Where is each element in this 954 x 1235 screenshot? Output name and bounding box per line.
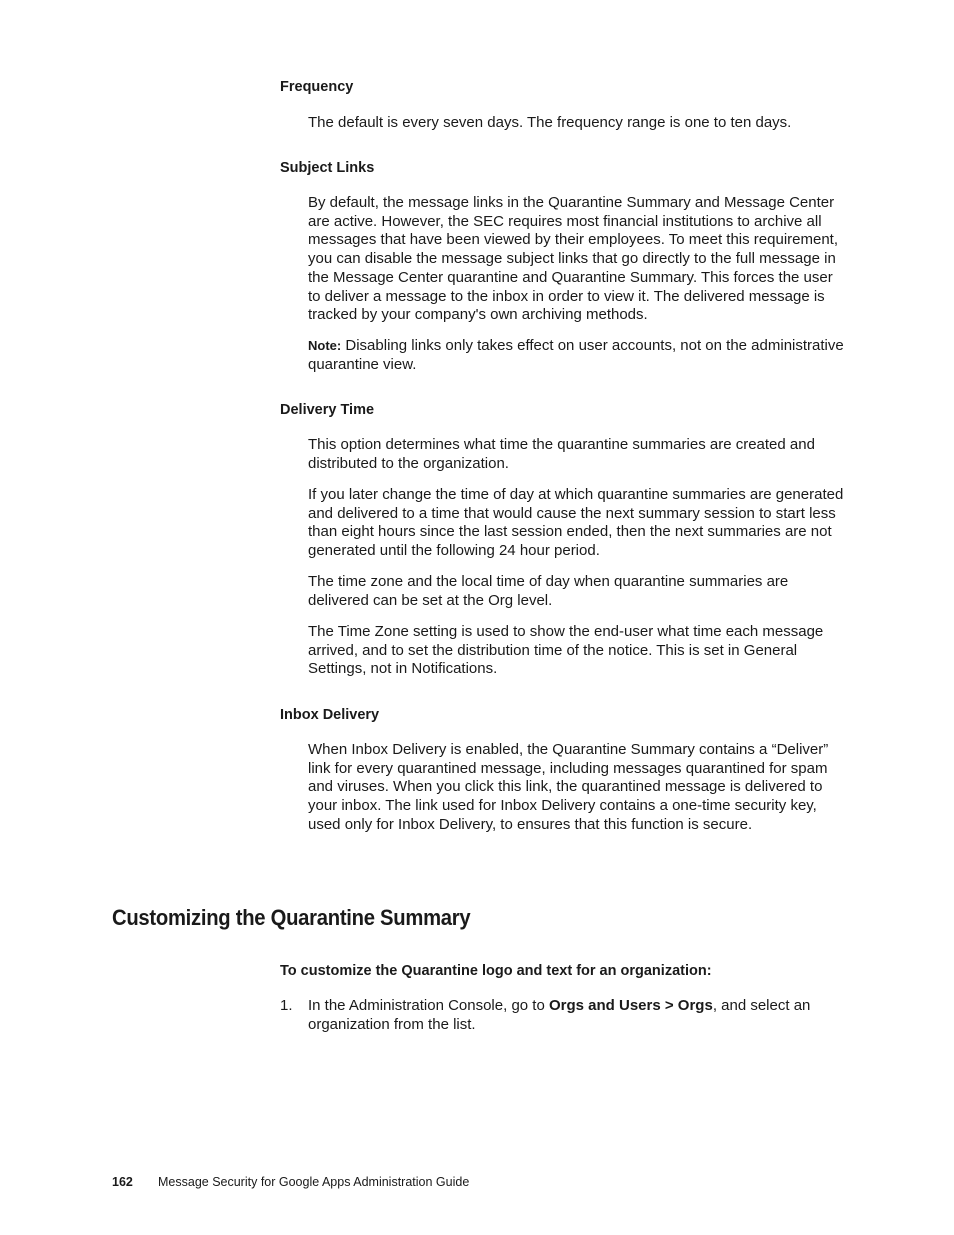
section-title-customizing: Customizing the Quarantine Summary [112,905,471,930]
procedure-heading: To customize the Quarantine logo and text for an organization: [280,963,712,979]
paragraph-frequency: The default is every seven days. The frequency range is one to ten days. [308,114,792,131]
step-text-after: , and select an organization from the list. [308,997,811,1033]
step-text-before: In the Administration Console, go to [308,997,549,1014]
step-number: 1. [280,997,293,1014]
footer-doc-title: Message Security for Google Apps Administration Guide [158,1175,470,1189]
heading-delivery-time: Delivery Time [280,402,375,418]
note-text: Disabling links only takes effect on user accounts, not on the administrative quarantine view. [308,337,844,373]
page-number: 162 [112,1175,133,1189]
step-text [308,997,848,1034]
note-subject-links [308,337,848,374]
heading-frequency: Frequency [280,79,354,95]
paragraph-delivery-time-1: This option determines what time the quarantine summaries are created and distributed to the organization. [308,436,815,472]
heading-subject-links: Subject Links [280,160,375,176]
paragraph-delivery-time-3: The time zone and the local time of day when quarantine summaries are delivered can be set at the Org level. [308,573,789,609]
paragraph-delivery-time-2: If you later change the time of day at which quarantine summaries are generated and delivered to a time that would cause the next summary session to start less than eight hours since the last session ended, then the next summaries are not generated until the following 24 hour period. [308,486,844,560]
paragraph-delivery-time-4: The Time Zone setting is used to show the end-user what time each message arrived, and to set the distribution time of the notice. This is set in General Settings, not in Notifications. [308,623,824,678]
note-label: Note: [308,338,342,353]
heading-inbox-delivery: Inbox Delivery [280,707,380,723]
paragraph-inbox-delivery: When Inbox Delivery is enabled, the Quarantine Summary contains a “Deliver” link for every quarantined message, including messages quarantined for spam and viruses. When you click this link, the quarantined message is delivered to your inbox. The link used for Inbox Delivery contains a one-time security key, used only for Inbox Delivery, to ensures that this function is secure. [308,741,829,833]
step-menu-path: Orgs and Users > Orgs [548,997,713,1014]
paragraph-subject-links: By default, the message links in the Quarantine Summary and Message Center are active. However, the SEC requires most financial institutions to archive all messages that have been viewed by their employees. To meet this requirement, you can disable the message subject links that go directly to the full message in the Message Center quarantine and Quarantine Summary. This forces the user to deliver a message to the inbox in order to view it. The delivered message is tracked by your company's own archiving methods. [308,194,839,324]
